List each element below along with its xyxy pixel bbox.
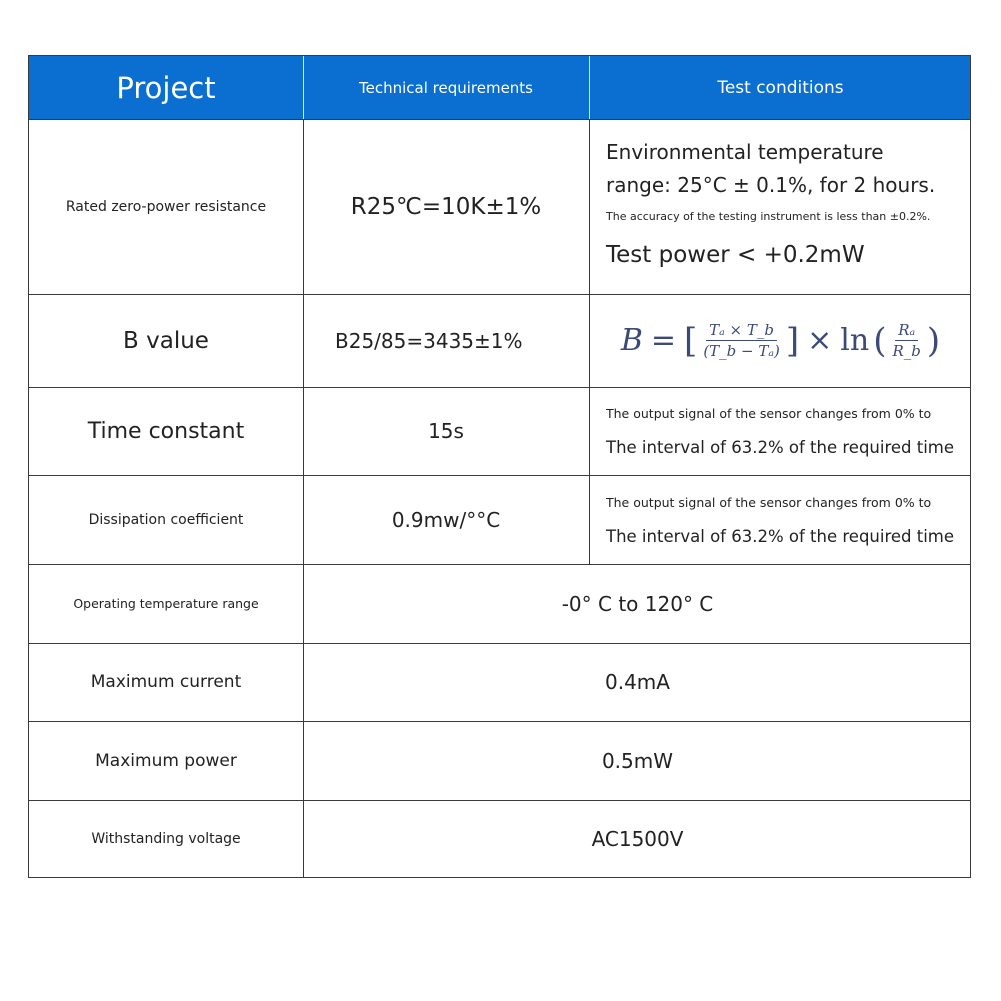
row-requirement-rated-resistance: R25℃=10K±1% bbox=[350, 193, 542, 220]
note-line: The output signal of the sensor changes from 0% to bbox=[606, 406, 932, 421]
table-row bbox=[29, 119, 970, 294]
row-requirement-dissipation: 0.9mw/°°C bbox=[391, 507, 501, 532]
row-label-time-constant: Time constant bbox=[87, 418, 245, 444]
row-label-withstanding-voltage: Withstanding voltage bbox=[91, 830, 241, 847]
table-row bbox=[29, 643, 970, 721]
row-label-max-current: Maximum current bbox=[90, 672, 242, 692]
formula: B = [ $\frac{\text{Tₐ × T\_b}}{\text{(T\_b − Tₐ)}}$ ] × ln ( $\frac{\text{Rₐ}}{R\_b}$ ) bbox=[620, 320, 941, 361]
condition-line: range: 25°C ± 0.1%, for 2 hours. bbox=[606, 172, 936, 197]
row-label-rated-resistance: Rated zero-power resistance bbox=[65, 198, 267, 215]
note-line: The interval of 63.2% of the required time bbox=[606, 438, 955, 457]
row-requirement-time-constant: 15s bbox=[428, 419, 464, 443]
test-conditions-rated-resistance bbox=[589, 119, 972, 294]
row-label-operating-temp: Operating temperature range bbox=[73, 596, 259, 611]
fraction-temperature: $\frac{\text{Tₐ × T\_b}}{\text{(T\_b − Tₐ)}}$ bbox=[703, 321, 780, 360]
fraction-resistance: $\frac{\text{Rₐ}}{R\_b}$ bbox=[892, 321, 921, 360]
header-test-conditions: Test conditions bbox=[717, 77, 844, 98]
header-project: Project bbox=[116, 70, 216, 105]
spec-table bbox=[28, 55, 971, 878]
row-label-dissipation: Dissipation coefficient bbox=[88, 511, 244, 528]
table-row bbox=[29, 387, 970, 475]
row-value-max-power: 0.5mW bbox=[601, 748, 674, 773]
table-header bbox=[29, 56, 970, 119]
note-line: The output signal of the sensor changes from 0% to bbox=[606, 494, 932, 510]
row-value-operating-temp: -0° C to 120° C bbox=[561, 591, 714, 616]
table-row bbox=[29, 475, 970, 564]
condition-line: Test power < +0.2mW bbox=[606, 241, 865, 268]
table-row bbox=[29, 294, 970, 387]
row-value-max-current: 0.4mA bbox=[605, 670, 670, 694]
condition-line: The accuracy of the testing instrument is less than ±0.2%. bbox=[606, 209, 931, 223]
header-technical-requirements: Technical requirements bbox=[358, 78, 534, 97]
row-label-b-value: B value bbox=[123, 327, 209, 354]
table-row bbox=[29, 564, 970, 643]
note-line: The interval of 63.2% of the required time bbox=[606, 526, 955, 546]
row-value-withstanding-voltage: AC1500V bbox=[591, 826, 684, 851]
row-requirement-b-value: B25/85=3435±1% bbox=[335, 328, 523, 353]
table-row bbox=[29, 721, 970, 800]
row-label-max-power: Maximum power bbox=[95, 750, 237, 771]
test-conditions-time-constant bbox=[589, 387, 972, 475]
test-conditions-dissipation bbox=[589, 475, 972, 564]
table-row bbox=[29, 800, 970, 877]
condition-line: Environmental temperature bbox=[606, 139, 884, 164]
b-value-formula bbox=[589, 294, 972, 387]
